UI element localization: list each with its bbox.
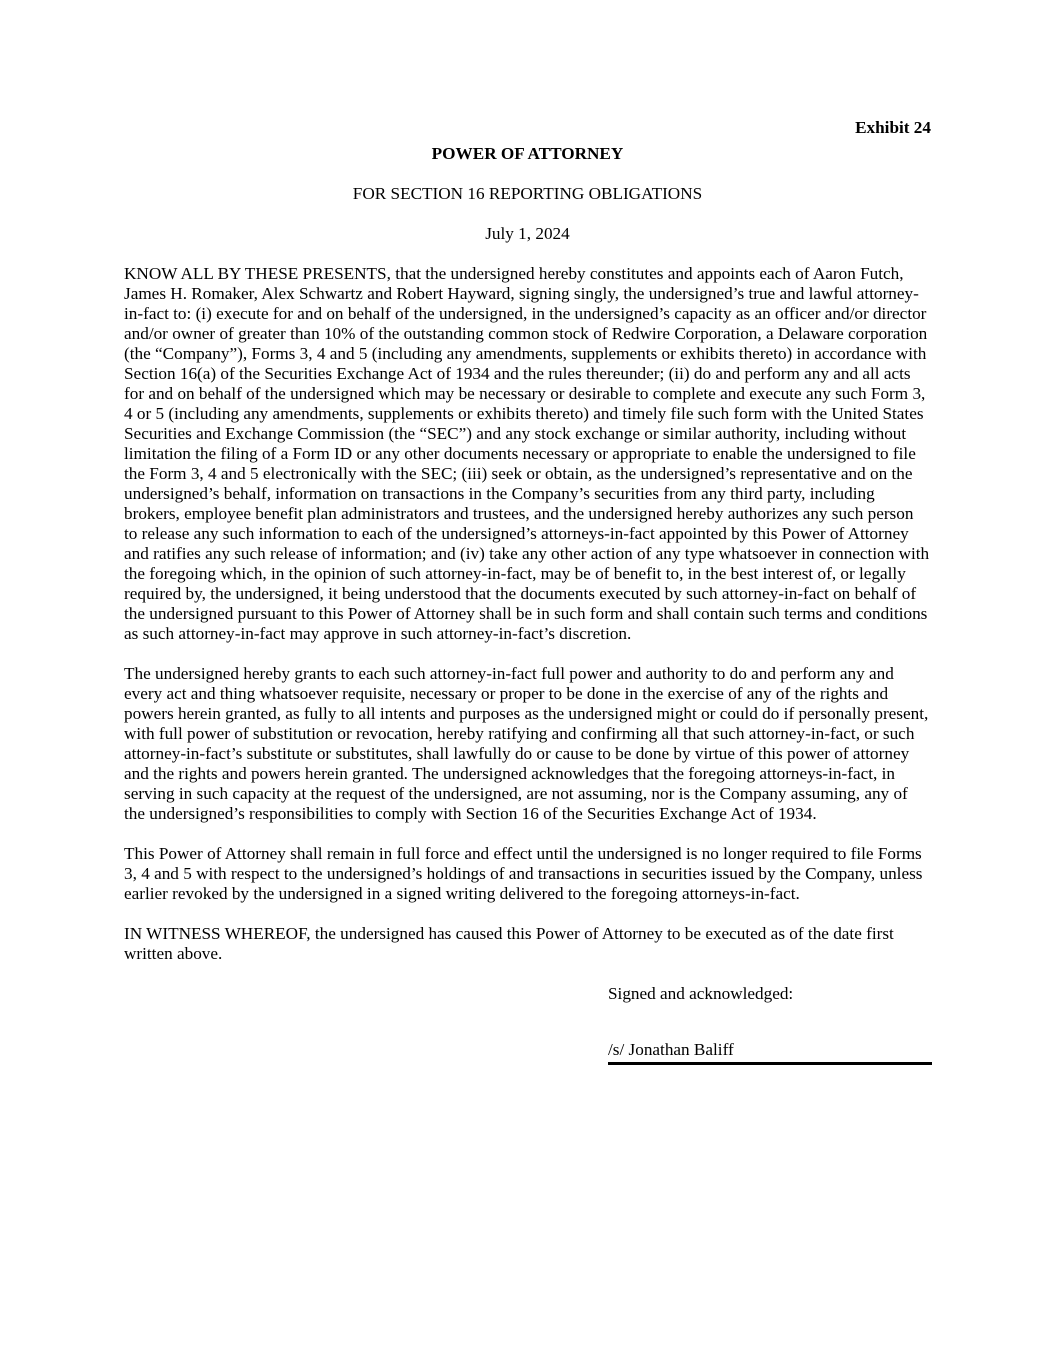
body-paragraph-1: KNOW ALL BY THESE PRESENTS, that the undersigned hereby constitutes and appoints each of Aaron Futch, James H. Romaker, Alex Schwartz and Robert Hayward, signing singly, the undersigned’s true and lawful attorney-in-fact to: (i) execute for and on behalf of the undersigned, in the undersigned’s capacity as an officer and/or director and/or owner of greater than 10% of the outstanding common stock of Redwire Corporation, a Delaware corporation (the “Company”), Forms 3, 4 and 5 (including any amendments, supplements or exhibits thereto) in accordance with Section 16(a) of the Securities Exchange Act of 1934 and the rules thereunder; (ii) do and perform any and all acts for and on behalf of the undersigned which may be necessary or desirable to complete and execute any such Form 3, 4 or 5 (including any amendments, supplements or exhibits thereto) and timely file such form with the United States Securities and Exchange Commission (the “SEC”) and any stock exchange or similar authority, including without limitation the filing of a Form ID or any other documents necessary or appropriate to enable the undersigned to file the Form 3, 4 and 5 electronically with the SEC; (iii) seek or obtain, as the undersigned’s representative and on the undersigned’s behalf, information on transactions in the Company’s securities from any third party, including brokers, employee benefit plan administrators and trustees, and the undersigned hereby authorizes any such person to release any such information to each of the undersigned’s attorneys-in-fact appointed by this Power of Attorney and ratifies any such release of information; and (iv) take any other action of any type whatsoever in connection with the foregoing which, in the opinion of such attorney-in-fact, may be of benefit to, in the best interest of, or legally required by, the undersigned, it being understood that the documents executed by such attorney-in-fact on behalf of the undersigned pursuant to this Power of Attorney shall be in such form and shall contain such terms and conditions as such attorney-in-fact may approve in such attorney-in-fact’s discretion. (124, 264, 930, 643)
signature-name: /s/ Jonathan Baliff (608, 1040, 932, 1065)
body-paragraph-4: IN WITNESS WHEREOF, the undersigned has caused this Power of Attorney to be executed as of the date first written above. (124, 924, 894, 963)
body-paragraph-2: The undersigned hereby grants to each such attorney-in-fact full power and authority to do and perform any and every act and thing whatsoever requisite, necessary or proper to be done in the exercise of any of the rights and powers herein granted, as fully to all intents and purposes as the undersigned might or could do if personally present, with full power of substitution or revocation, hereby ratifying and confirming all that such attorney-in-fact, or such attorney-in-fact’s substitute or substitutes, shall lawfully do or cause to be done by virtue of this power of attorney and the rights and powers herein granted. The undersigned acknowledges that the foregoing attorneys-in-fact, in serving in such capacity at the request of the undersigned, are not assuming, nor is the Company assuming, any of the undersigned’s responsibilities to comply with Section 16 of the Securities Exchange Act of 1934. (124, 664, 929, 823)
document-subtitle: FOR SECTION 16 REPORTING OBLIGATIONS (352, 184, 703, 203)
document-date: July 1, 2024 (485, 224, 570, 243)
body-paragraph-3: This Power of Attorney shall remain in full force and effect until the undersigned is no longer required to file Forms 3, 4 and 5 with respect to the undersigned’s holdings of and transactions in securities issued by the Company, unless earlier revoked by the undersigned in a signed writing delivered to the foregoing attorneys-in-fact. (124, 844, 923, 903)
signature-block (608, 984, 931, 1065)
signature-caption: Signed and acknowledged: (608, 984, 794, 1003)
document-title: POWER OF ATTORNEY (431, 144, 624, 163)
exhibit-label: Exhibit 24 (855, 118, 931, 137)
